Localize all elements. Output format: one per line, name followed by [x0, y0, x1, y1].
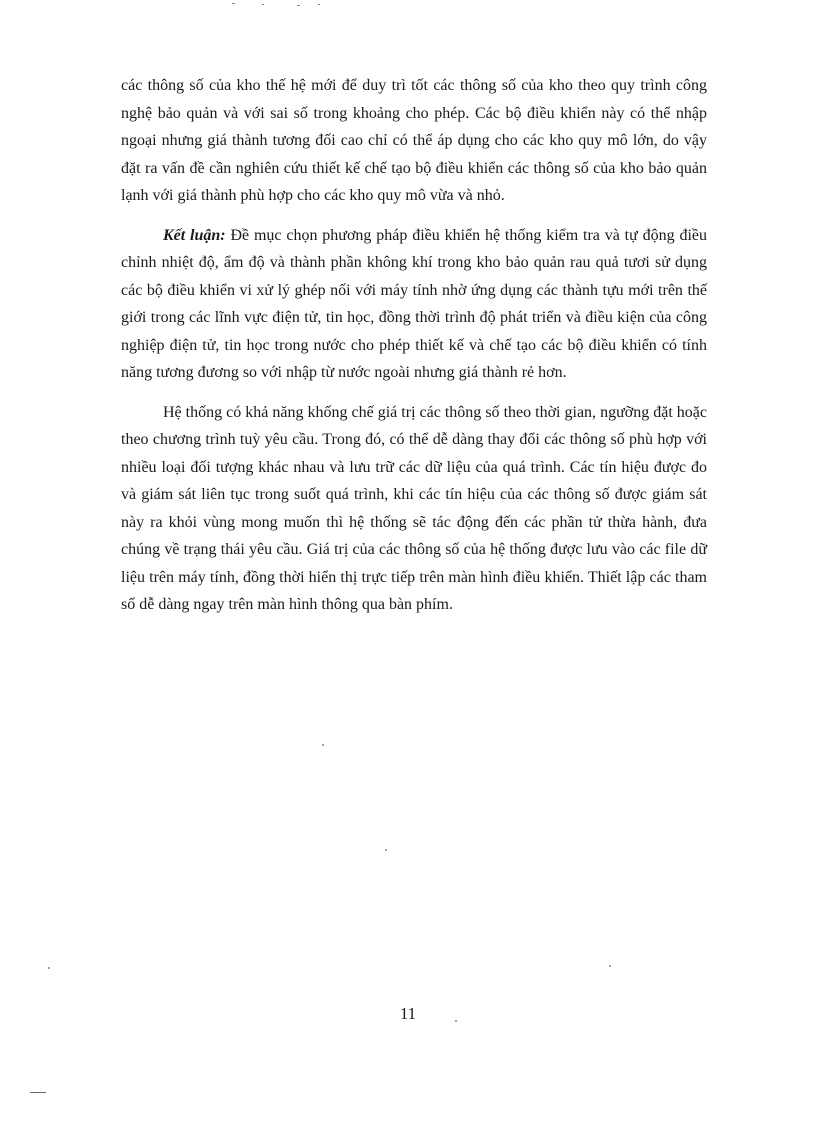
scan-speck — [262, 4, 264, 5]
scan-speck — [385, 849, 387, 851]
paragraph-2 — [121, 222, 707, 387]
scan-speck — [30, 1092, 46, 1093]
scan-speck — [318, 4, 320, 5]
paragraph-1-text: các thông số của kho thế hệ mới để duy trì tốt các thông số của kho theo quy trình công nghệ bảo quản và với sai số trong khoảng cho phép. Các bộ điều khiển này có thể nhập ngoại nhưng giá thành tương đối cao chỉ có thể áp dụng cho các kho quy mô lớn, do vậy đặt ra vấn đề cần nghiên cứu thiết kế chế tạo bộ điều khiển các thông số của kho bảo quản lạnh với giá thành phù hợp cho các kho quy mô vừa và nhỏ. — [121, 77, 707, 204]
document-body — [121, 72, 707, 619]
page-number: 11 — [399, 1004, 417, 1023]
paragraph-3 — [121, 399, 707, 619]
scan-speck — [322, 744, 324, 746]
scan-speck — [609, 965, 611, 967]
conclusion-heading: Kết luận: — [163, 226, 226, 244]
scan-speck — [297, 5, 300, 6]
paragraph-3-text: Hệ thống có khả năng khống chế giá trị các thông số theo thời gian, ngưỡng đặt hoặc theo chương trình tuỳ yêu cầu. Trong đó, có thể dễ dàng thay đổi các thông số phù hợp với nhiều loại đối tượng khác nhau và lưu trữ các dữ liệu của quá trình. Các tín hiệu được đo và giám sát liên tục trong suốt quá trình, khi các tín hiệu của các thông số được giám sát này ra khỏi vùng mong muốn thì hệ thống sẽ tác động đến các phần tử thừa hành, đưa chúng về trạng thái yêu cầu. Giá trị của các thông số của hệ thống được lưu vào các file dữ liệu trên máy tính, đồng thời hiển thị trực tiếp trên màn hình điều khiển. Thiết lập các tham số dễ dàng ngay trên màn hình thông qua bàn phím. — [121, 403, 707, 613]
scan-speck — [48, 967, 50, 969]
scan-speck — [232, 3, 235, 4]
paragraph-1 — [121, 72, 707, 210]
paragraph-2-text: Đề mục chọn phương pháp điều khiển hệ thống kiểm tra và tự động điều chỉnh nhiệt độ, ẩm độ và thành phần không khí trong kho bảo quản rau quả tươi sử dụng các bộ điều khiển vi xử lý ghép nối với máy tính nhờ ứng dụng các thành tựu mới trên thế giới trong các lĩnh vực điện tử, tin học, đồng thời trình độ phát triển và điều kiện của công nghiệp điện tử, tin học trong nước cho phép thiết kế và chế tạo các bộ điều khiển có tính năng tương đương so với nhập từ nước ngoài nhưng giá thành rẻ hơn. — [121, 226, 708, 381]
